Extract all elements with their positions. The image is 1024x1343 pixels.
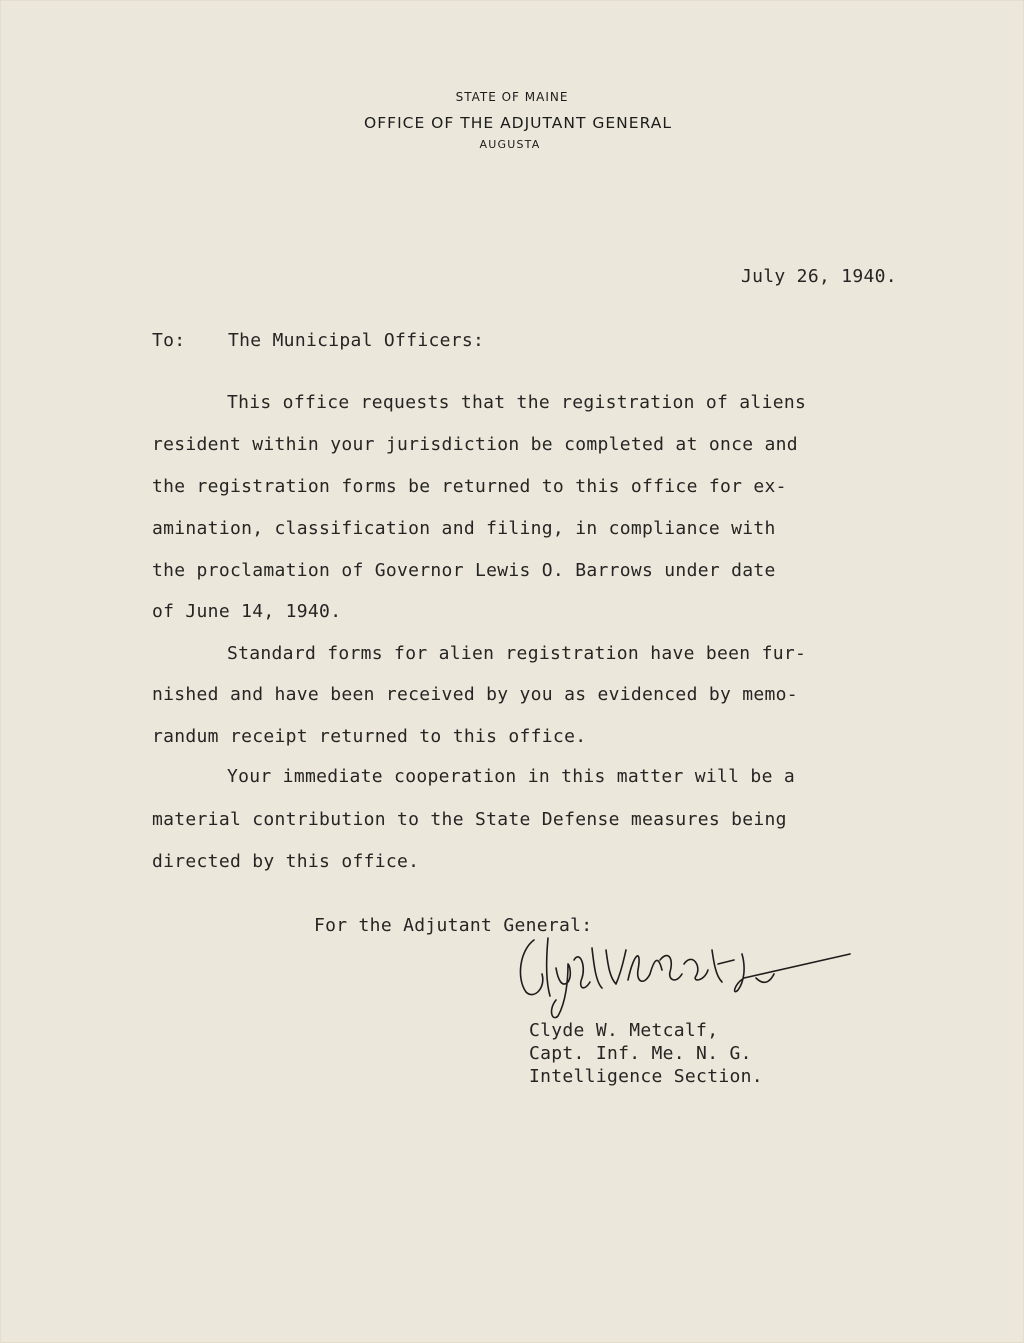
body-line: Your immediate cooperation in this matter will be a xyxy=(227,766,795,787)
signer-name: Clyde W. Metcalf, xyxy=(529,1020,719,1041)
body-line: randum receipt returned to this office. xyxy=(152,726,587,747)
body-line: nished and have been received by you as evidenced by memo- xyxy=(152,684,798,705)
body-line: resident within your jurisdiction be completed at once and xyxy=(152,434,798,455)
handwritten-signature xyxy=(512,930,852,1020)
closing-line: For the Adjutant General: xyxy=(314,915,593,936)
signer-section: Intelligence Section. xyxy=(529,1066,763,1087)
letterhead-office: OFFICE OF THE ADJUTANT GENERAL xyxy=(364,114,672,132)
body-line: This office requests that the registration of aliens xyxy=(227,392,807,413)
body-line: directed by this office. xyxy=(152,851,420,872)
recipient-value: The Municipal Officers: xyxy=(228,330,485,351)
body-line: the registration forms be returned to this office for ex- xyxy=(152,476,787,497)
body-line: Standard forms for alien registration have been fur- xyxy=(227,643,807,664)
letterhead-city: AUGUSTA xyxy=(479,138,541,151)
letter-date: July 26, 1940. xyxy=(741,266,897,287)
body-line: the proclamation of Governor Lewis O. Barrows under date xyxy=(152,560,776,581)
body-line: of June 14, 1940. xyxy=(152,601,342,622)
body-line: amination, classification and filing, in compliance with xyxy=(152,518,776,539)
signer-rank: Capt. Inf. Me. N. G. xyxy=(529,1043,752,1064)
letterhead-state: STATE OF MAINE xyxy=(455,90,569,104)
body-line: material contribution to the State Defense measures being xyxy=(152,809,787,830)
recipient-label: To: xyxy=(152,330,186,351)
